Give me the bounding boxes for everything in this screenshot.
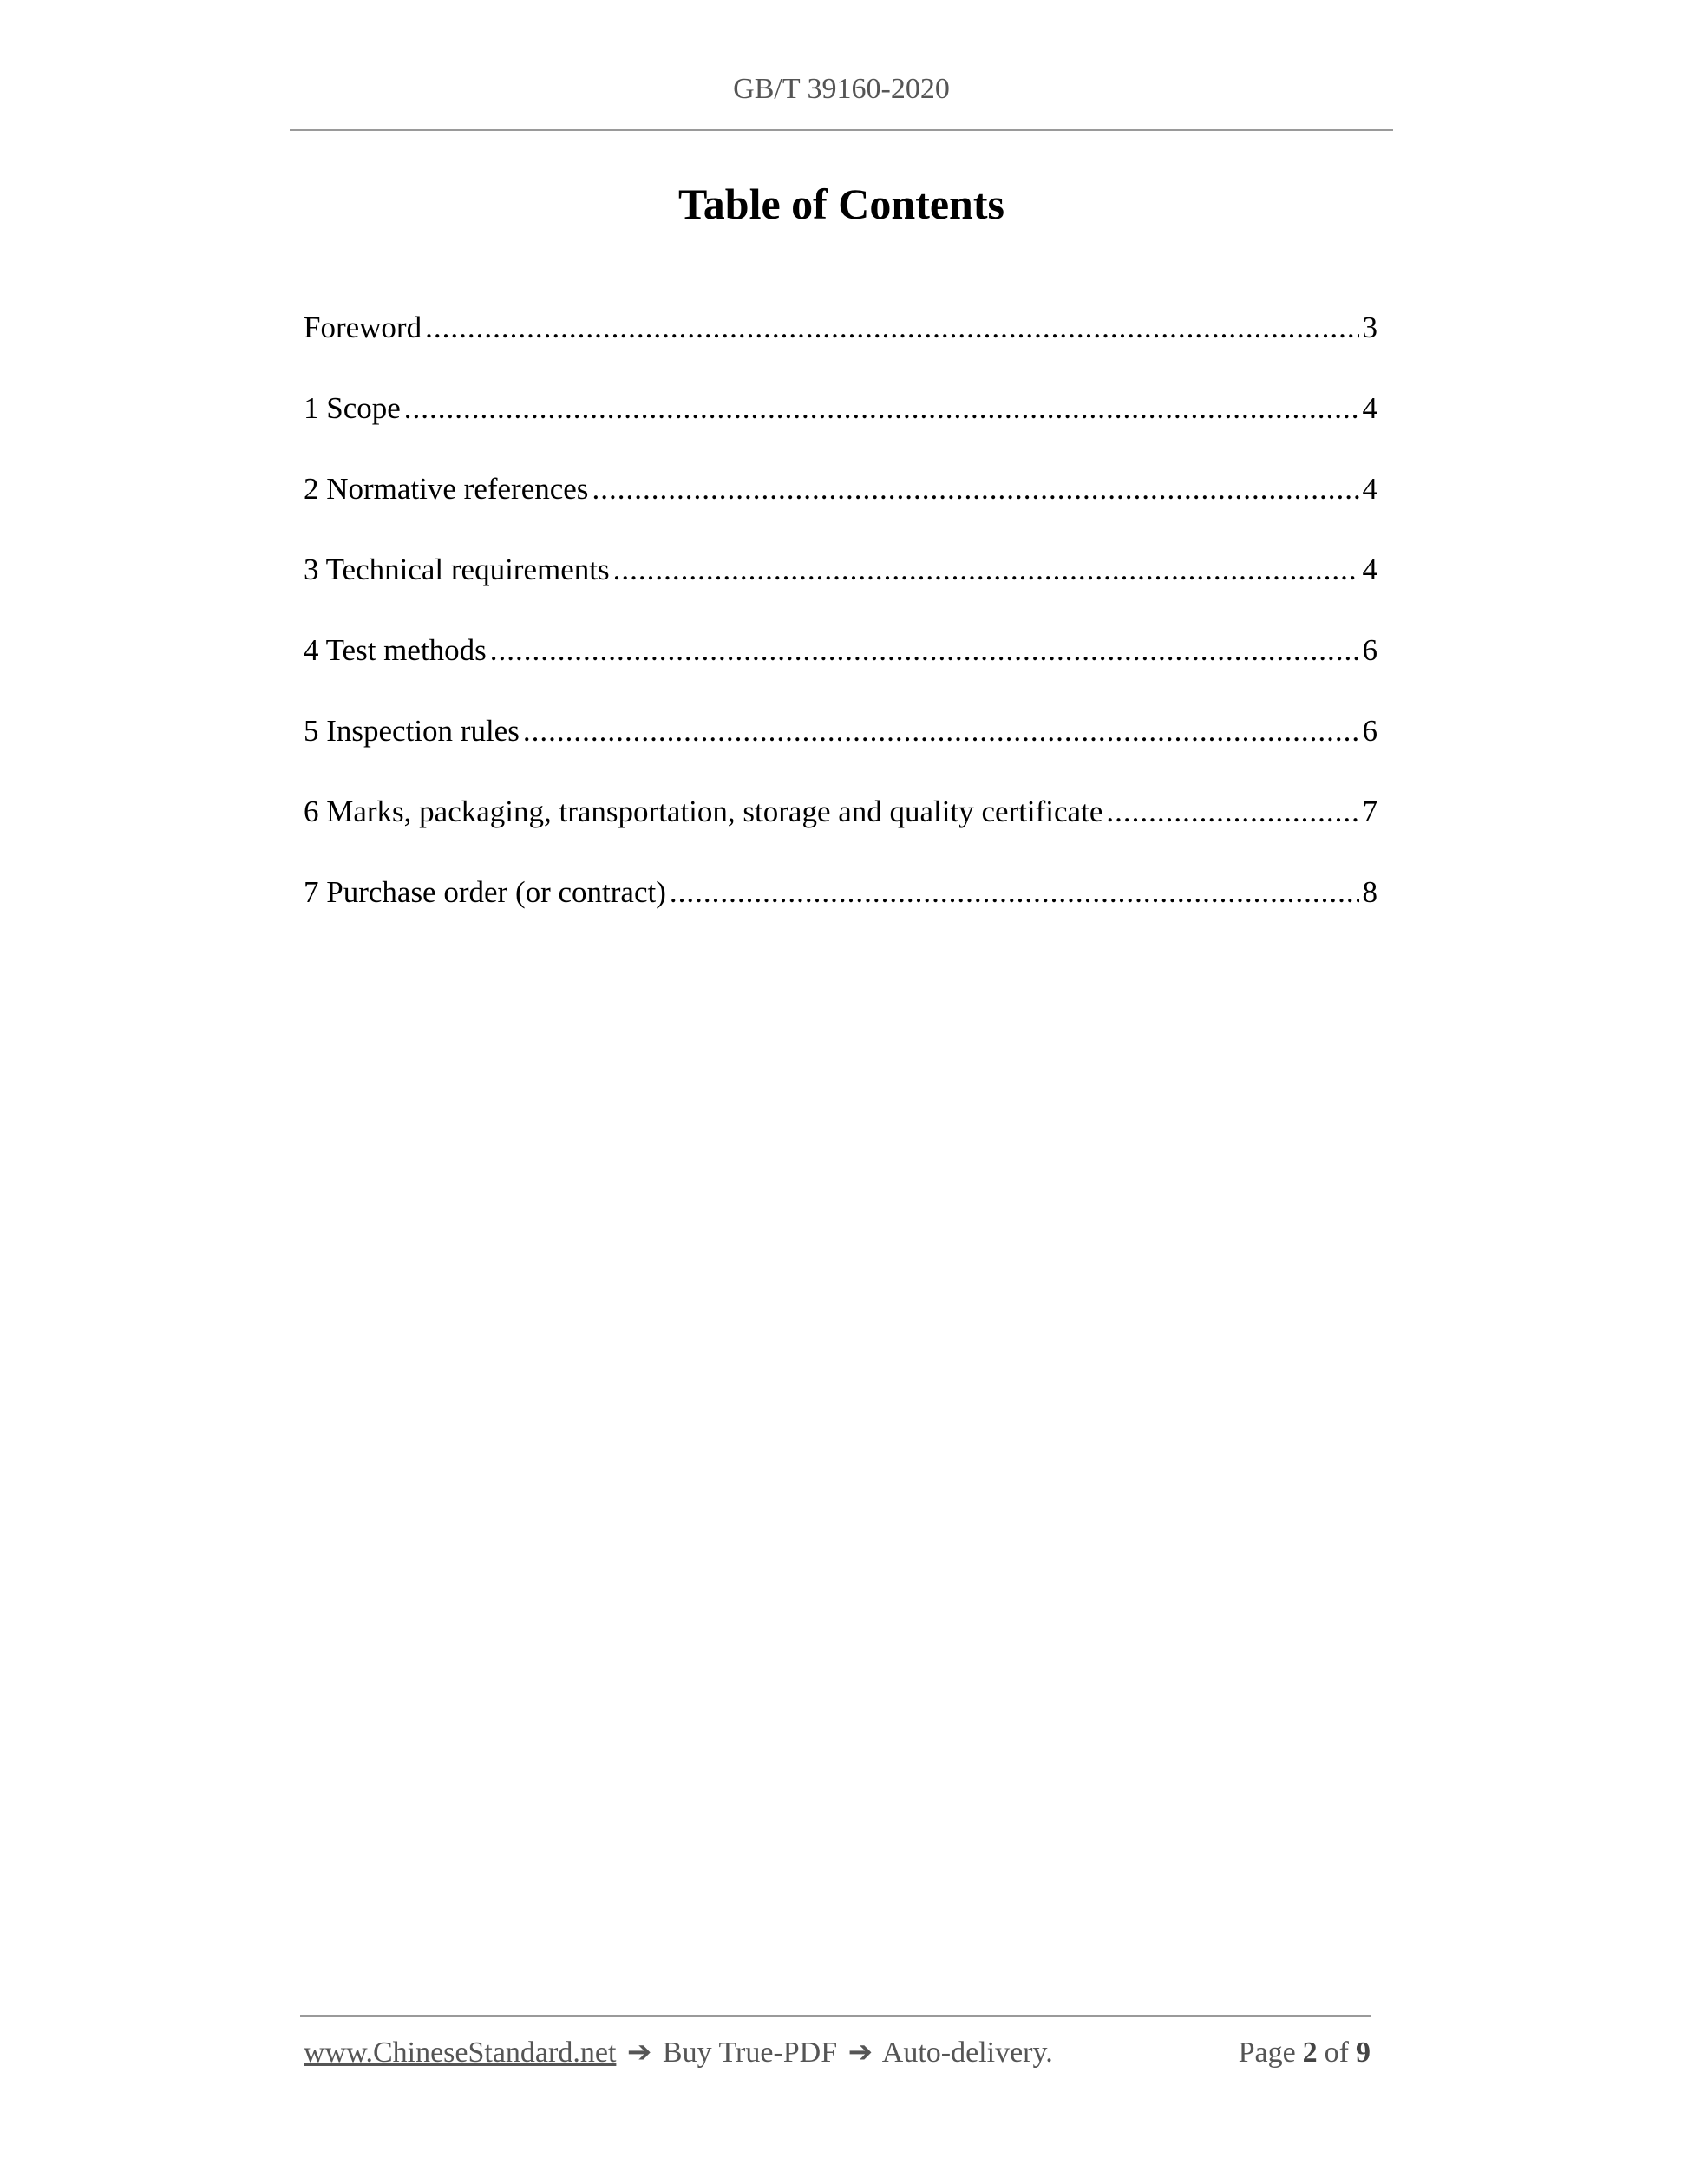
delivery-text: Auto-delivery. [881,2037,1053,2069]
toc-dot-leader [613,548,1359,592]
toc-entry-label: 7 Purchase order (or contract) [304,875,666,909]
current-page-number: 2 [1302,2037,1318,2069]
toc-entry-page: 4 [1362,391,1377,425]
toc-dot-leader [425,306,1358,350]
toc-entry-page: 7 [1362,794,1377,828]
toc-entry-page: 4 [1362,472,1377,506]
toc-entry-label: 1 Scope [304,391,401,425]
toc-dot-leader [670,871,1359,914]
total-pages-number: 9 [1356,2037,1371,2069]
toc-entry-label: 2 Normative references [304,472,589,506]
page-footer [304,2035,1371,2070]
toc-entry-marks-packaging[interactable] [304,790,1377,871]
toc-entry-test-methods[interactable] [304,629,1377,709]
toc-dot-leader [1106,790,1358,834]
toc-entry-page: 6 [1362,714,1377,748]
toc-entry-normative-references[interactable] [304,468,1377,548]
toc-entry-inspection-rules[interactable] [304,709,1377,790]
table-of-contents [304,306,1377,951]
toc-dot-leader [523,709,1359,753]
buy-text: Buy True-PDF [662,2037,838,2069]
page-label: Page [1238,2037,1296,2069]
of-label: of [1324,2037,1349,2069]
document-code-header: GB/T 39160-2020 [733,73,950,105]
toc-entry-label: 6 Marks, packaging, transportation, storage and quality certificate [304,794,1103,828]
page-title: Table of Contents [678,180,1004,228]
toc-entry-label: Foreword [304,311,422,344]
toc-entry-technical-requirements[interactable] [304,548,1377,629]
site-link[interactable]: www.ChineseStandard.net [304,2037,617,2069]
toc-entry-page: 3 [1362,311,1377,344]
arrow-right-icon: ➔ [847,2037,873,2069]
toc-entry-page: 8 [1362,875,1377,909]
header-divider [290,129,1393,131]
toc-entry-foreword[interactable] [304,306,1377,387]
arrow-right-icon: ➔ [626,2037,652,2069]
toc-dot-leader [490,629,1359,672]
toc-entry-page: 4 [1362,553,1377,586]
toc-entry-page: 6 [1362,633,1377,667]
toc-entry-scope[interactable] [304,387,1377,468]
page-indicator [1239,2037,1371,2070]
toc-entry-label: 3 Technical requirements [304,553,610,586]
toc-entry-purchase-order[interactable] [304,871,1377,951]
footer-promo [304,2035,1053,2070]
toc-dot-leader [592,468,1358,511]
toc-entry-label: 5 Inspection rules [304,714,520,748]
footer-divider [300,2015,1371,2017]
toc-dot-leader [404,387,1359,430]
toc-entry-label: 4 Test methods [304,633,487,667]
